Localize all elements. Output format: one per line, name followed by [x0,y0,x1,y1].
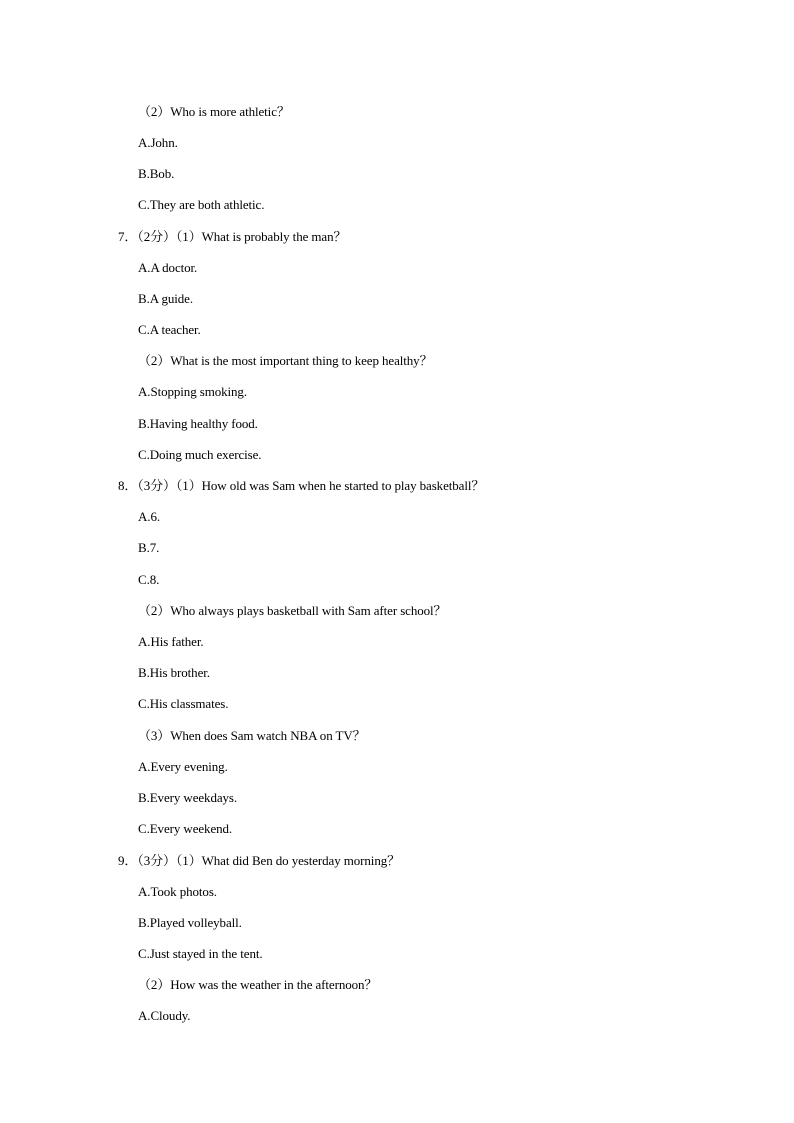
option-6-2-b: B.Bob. [138,166,175,181]
option-8-3-a: A.Every evening. [138,759,228,774]
option-8-2-a: A.His father. [138,634,204,649]
option-7-1-c: C.A teacher. [138,322,201,337]
option-9-1-a: A.Took photos. [138,884,217,899]
sub-question-7-2: （2）What is the most important thing to keep healthy？ [138,353,433,368]
sub-question-8-2: （2）Who always plays basketball with Sam after school？ [138,603,447,618]
option-8-2-c: C.His classmates. [138,696,229,711]
option-8-1-a: A.6. [138,509,160,524]
question-8-heading: 8．（3分）（1）How old was Sam when he started to play basketball？ [118,478,485,493]
option-8-2-b: B.His brother. [138,665,210,680]
option-7-1-b: B.A guide. [138,291,193,306]
option-8-3-c: C.Every weekend. [138,821,233,836]
sub-question-6-2: （2）Who is more athletic？ [138,104,290,119]
option-7-1-a: A.A doctor. [138,260,198,275]
option-8-1-c: C.8. [138,572,160,587]
option-6-2-c: C.They are both athletic. [138,197,265,212]
option-6-2-a: A.John. [138,135,178,150]
option-9-1-c: C.Just stayed in the tent. [138,946,263,961]
question-7-heading: 7．（2分）（1）What is probably the man？ [118,229,347,244]
option-9-1-b: B.Played volleyball. [138,915,242,930]
option-7-2-b: B.Having healthy food. [138,416,258,431]
option-9-2-a: A.Cloudy. [138,1008,191,1023]
question-9-heading: 9．（3分）（1）What did Ben do yesterday morning？ [118,853,401,868]
option-8-1-b: B.7. [138,540,160,555]
sub-question-9-2: （2）How was the weather in the afternoon？ [138,977,378,992]
sub-question-8-3: （3）When does Sam watch NBA on TV？ [138,728,366,743]
option-8-3-b: B.Every weekdays. [138,790,238,805]
option-7-2-a: A.Stopping smoking. [138,384,247,399]
option-7-2-c: C.Doing much exercise. [138,447,262,462]
